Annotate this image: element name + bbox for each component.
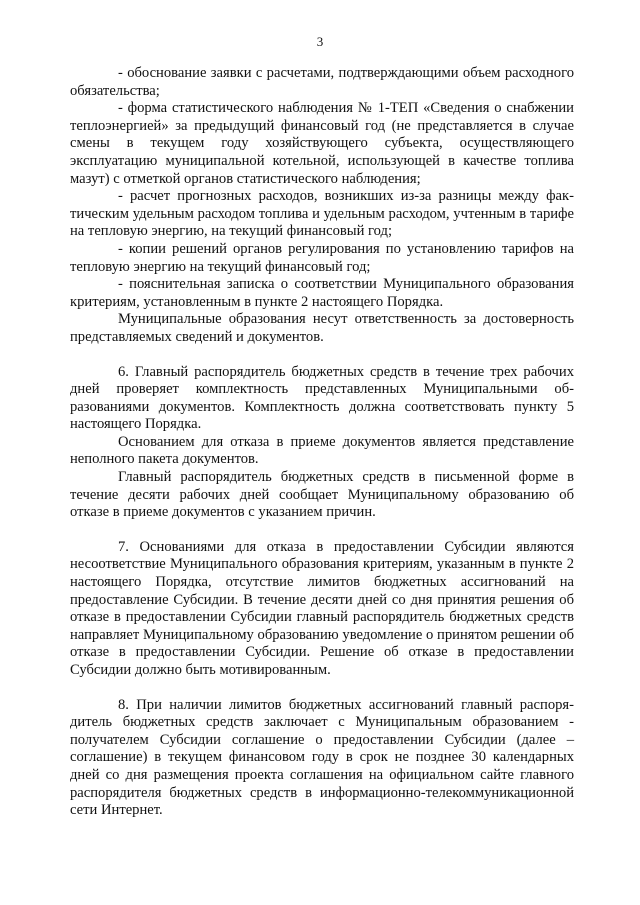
paragraph-section-6: 6. Главный распорядитель бюджетных средств в течение трех рабочих дней проверяет комплектность представленных Муниципальными образованиями документов. Комплектность должна соответствовать пункту 5 настоящего Порядка.: [70, 363, 574, 433]
page-number: 3: [316, 34, 324, 49]
paragraph-section-7: 7. Основаниями для отказа в предоставлении Субсидии являются несоответствие Муниципального образования критериям, указанным в пункте 2 настоящего Порядка, отсутствие лимитов бюджетных ассигнований на предоставление Субсидии. В течение десяти дней со дня принятия решения об отказе в предоставлении Субсидии главный распорядитель бюджетных средств направляет Муниципальному образованию уведомление о принятом решении об отказе в предоставлении Субсидии. Решение об отказе в предоставлении Субсидии должно быть мотивированным.: [70, 538, 574, 678]
paragraph-explanatory-note: - пояснительная записка о соответствии Муниципального образования критериям, установленным в пункте 2 настоящего Порядка.: [70, 276, 574, 310]
paragraph-forecast-expenses: - расчет прогнозных расходов, возникших из-за разницы между фактическим удельным расходом топлива и удельным расходом, учтенным в тарифе на тепловую энергию, на текущий финансовый год;: [70, 188, 574, 240]
paragraph-section-8: 8. При наличии лимитов бюджетных ассигнований главный распорядитель бюджетных средств заключает с Муниципальным образованием - получателем Субсидии соглашение о предоставлении Субсидии (далее – соглашение) в текущем финансовом году в срок не позднее 30 календарных дней со дня размещения проекта соглашения на официальном сайте главного распорядителя бюджетных средств в информационно-телекоммуникационной сети Интернет.: [70, 696, 574, 819]
paragraph-refusal-grounds: Основанием для отказа в приеме документов является представление неполного пакета документов.: [70, 433, 574, 468]
paragraph-statistical-form: - форма статистического наблюдения № 1-ТЕП «Сведения о снабжении теплоэнергией» за предыдущий финансовый год (не представляется в случае смены в текущем году хозяйствующего субъекта, осуществляющего эксплуатацию муниципальной котельной, использующей в качестве топлива мазут) с отметкой органов статистического наблюдения;: [70, 100, 574, 187]
paragraph-justification: - обоснование заявки с расчетами, подтверждающими объем расходного обязательства;: [70, 65, 574, 99]
paragraph-responsibility: Муниципальные образования несут ответственность за достоверность представляемых сведений и документов.: [70, 311, 574, 345]
paragraph-tariff-decisions: - копии решений органов регулирования по установлению тарифов на тепловую энергию на текущий финансовый год;: [70, 240, 574, 275]
document-body: [70, 65, 574, 820]
paragraph-refusal-notice: Главный распорядитель бюджетных средств в письменной форме в течение десяти рабочих дней сообщает Муниципальному образованию об отказе в приеме документов с указанием причин.: [70, 469, 574, 521]
